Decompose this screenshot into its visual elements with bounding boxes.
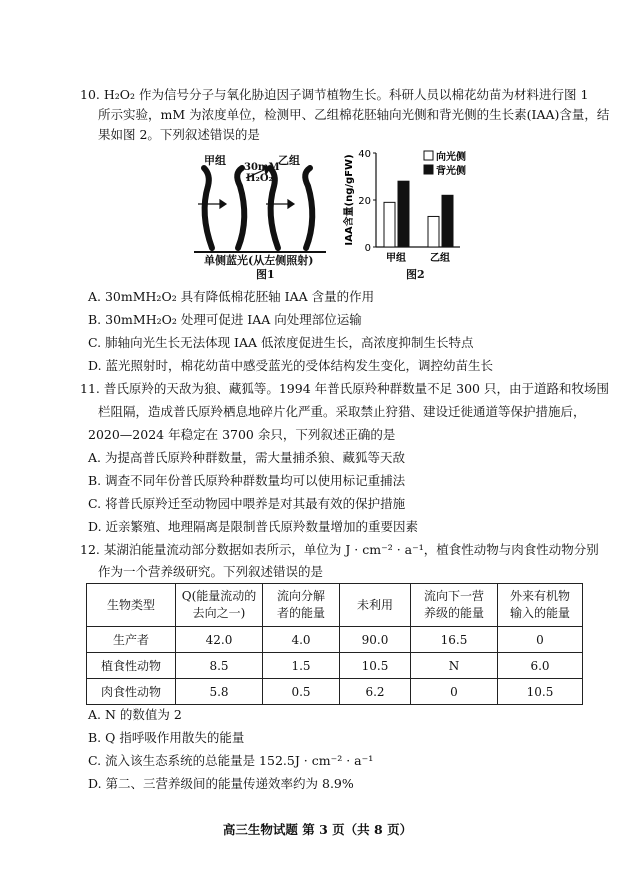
cell: N bbox=[411, 653, 498, 679]
cell: 0 bbox=[498, 627, 583, 653]
q10-option-d: D. 蓝光照射时，棉花幼苗中感受蓝光的受体结构发生变化，调控幼苗生长 bbox=[88, 358, 494, 373]
header-to-decomposer: 流向分解 者的能量 bbox=[263, 584, 340, 627]
legend-swatch bbox=[424, 165, 433, 174]
y-tick-label: 20 bbox=[358, 196, 371, 207]
legend-swatch bbox=[424, 151, 433, 160]
q10-stem-line2: 所示实验，mM 为浓度单位，检测甲、乙组棉花胚轴向光侧和背光侧的生长素(IAA)含量，结 bbox=[98, 107, 610, 122]
q10-option-b: B. 30mMH₂O₂ 处理可促进 IAA 向处理部位运输 bbox=[88, 312, 362, 327]
q12-option-c: C. 流入该生态系统的总能量是 152.5J · cm⁻² · a⁻¹ bbox=[88, 753, 374, 768]
fig2-caption: 图2 bbox=[406, 268, 425, 281]
q12-option-b: B. Q 指呼吸作用散失的能量 bbox=[88, 730, 245, 745]
q10-option-c: C. 肺轴向光生长无法体现 IAA 低浓度促进生长，高浓度抑制生长特点 bbox=[88, 335, 474, 350]
seedling-b-right bbox=[305, 168, 312, 248]
q11-option-c: C. 将普氏原羚迁至动物园中喂养是对其最有效的保护措施 bbox=[88, 496, 406, 511]
fig1-light-label: 单侧蓝光(从左侧照射) bbox=[204, 254, 314, 267]
y-axis-label: IAA含量(ng/gFW) bbox=[344, 154, 355, 246]
q11-option-a: A. 为提高普氏原羚种群数量，需大量捕杀狼、藏狐等天敌 bbox=[88, 450, 405, 465]
header-external-input: 外来有机物 输入的能量 bbox=[498, 584, 583, 627]
cell: 8.5 bbox=[176, 653, 263, 679]
x-tick-label: 甲组 bbox=[386, 253, 406, 264]
legend-label: 背光侧 bbox=[436, 166, 466, 177]
cell: 42.0 bbox=[176, 627, 263, 653]
fig1-group-b-label: 乙组 bbox=[278, 154, 300, 167]
fig1-group-a-label: 甲组 bbox=[204, 154, 226, 167]
q11-option-b: B. 调查不同年份普氏原羚种群数量均可以使用标记重捕法 bbox=[88, 473, 406, 488]
table-header-row bbox=[87, 584, 583, 627]
cell: 6.0 bbox=[498, 653, 583, 679]
q12-option-a: A. N 的数值为 2 bbox=[88, 707, 182, 722]
cell: 0.5 bbox=[263, 679, 340, 705]
bar-light-side-group-b bbox=[428, 216, 439, 247]
cell: 5.8 bbox=[176, 679, 263, 705]
table-row bbox=[87, 627, 583, 653]
cell: 0 bbox=[411, 679, 498, 705]
q10-stem-line3: 果如图 2。下列叙述错误的是 bbox=[98, 127, 260, 142]
energy-flow-table bbox=[86, 583, 583, 705]
q12-option-d: D. 第二、三营养级间的能量传递效率约为 8.9% bbox=[88, 776, 354, 791]
q11-stem-line1: 11. 普氏原羚的天敌为狼、藏狐等。1994 年普氏原羚种群数量不足 300 只，由于道路和牧场围 bbox=[80, 381, 609, 396]
figure-2-chart bbox=[340, 145, 500, 270]
seedling-a-left bbox=[204, 168, 212, 248]
q11-stem-line2: 栏阻隔，造成普氏原羚栖息地碎片化严重。采取禁止狩猎、建设迁徙通道等保护措施后， bbox=[98, 404, 586, 419]
cell: 6.2 bbox=[340, 679, 411, 705]
cell: 生产者 bbox=[87, 627, 176, 653]
q10-option-a: A. 30mMH₂O₂ 具有降低棉花胚轴 IAA 含量的作用 bbox=[88, 289, 375, 304]
q11-stem-line3: 2020—2024 年稳定在 3700 余只，下列叙述正确的是 bbox=[88, 427, 396, 442]
q10-stem-line1: 10. H₂O₂ 作为信号分子与氧化胁迫因子调节植物生长。科研人员以棉花幼苗为材料进行图 1 bbox=[80, 87, 589, 102]
table-row bbox=[87, 653, 583, 679]
fig1-treatment-line2: H₂O₂ bbox=[246, 173, 273, 184]
q12-stem-line2: 作为一个营养级研究。下列叙述错误的是 bbox=[98, 564, 324, 579]
bar-shade-side-group-a bbox=[398, 181, 409, 247]
cell: 4.0 bbox=[263, 627, 340, 653]
legend-label: 向光侧 bbox=[436, 152, 466, 163]
q11-option-d: D. 近亲繁殖、地理隔离是限制普氏原羚数量增加的重要因素 bbox=[88, 519, 419, 534]
cell: 植食性动物 bbox=[87, 653, 176, 679]
q12-stem-line1: 12. 某湖泊能量流动部分数据如表所示，单位为 J · cm⁻² · a⁻¹，植食性动物与肉食性动物分别 bbox=[80, 542, 599, 557]
cell: 16.5 bbox=[411, 627, 498, 653]
header-q: Q(能量流动的 去向之一) bbox=[176, 584, 263, 627]
header-to-next-level: 流向下一营 养级的能量 bbox=[411, 584, 498, 627]
fig1-treatment-line1: 30mM bbox=[244, 162, 280, 173]
fig1-caption: 图1 bbox=[256, 268, 275, 281]
table-row bbox=[87, 679, 583, 705]
bar-shade-side-group-b bbox=[442, 195, 453, 247]
cell: 10.5 bbox=[340, 653, 411, 679]
y-tick-label: 0 bbox=[364, 243, 371, 254]
page-footer: 高三生物试题 第 3 页（共 8 页） bbox=[222, 822, 413, 837]
x-tick-label: 乙组 bbox=[430, 253, 450, 264]
header-organism-type: 生物类型 bbox=[87, 584, 176, 627]
cell: 1.5 bbox=[263, 653, 340, 679]
bar-light-side-group-a bbox=[384, 202, 395, 247]
seedling-a-right bbox=[237, 168, 244, 248]
cell: 10.5 bbox=[498, 679, 583, 705]
cell: 肉食性动物 bbox=[87, 679, 176, 705]
cell: 90.0 bbox=[340, 627, 411, 653]
y-tick-label: 40 bbox=[358, 149, 371, 160]
header-unused: 未利用 bbox=[340, 584, 411, 627]
